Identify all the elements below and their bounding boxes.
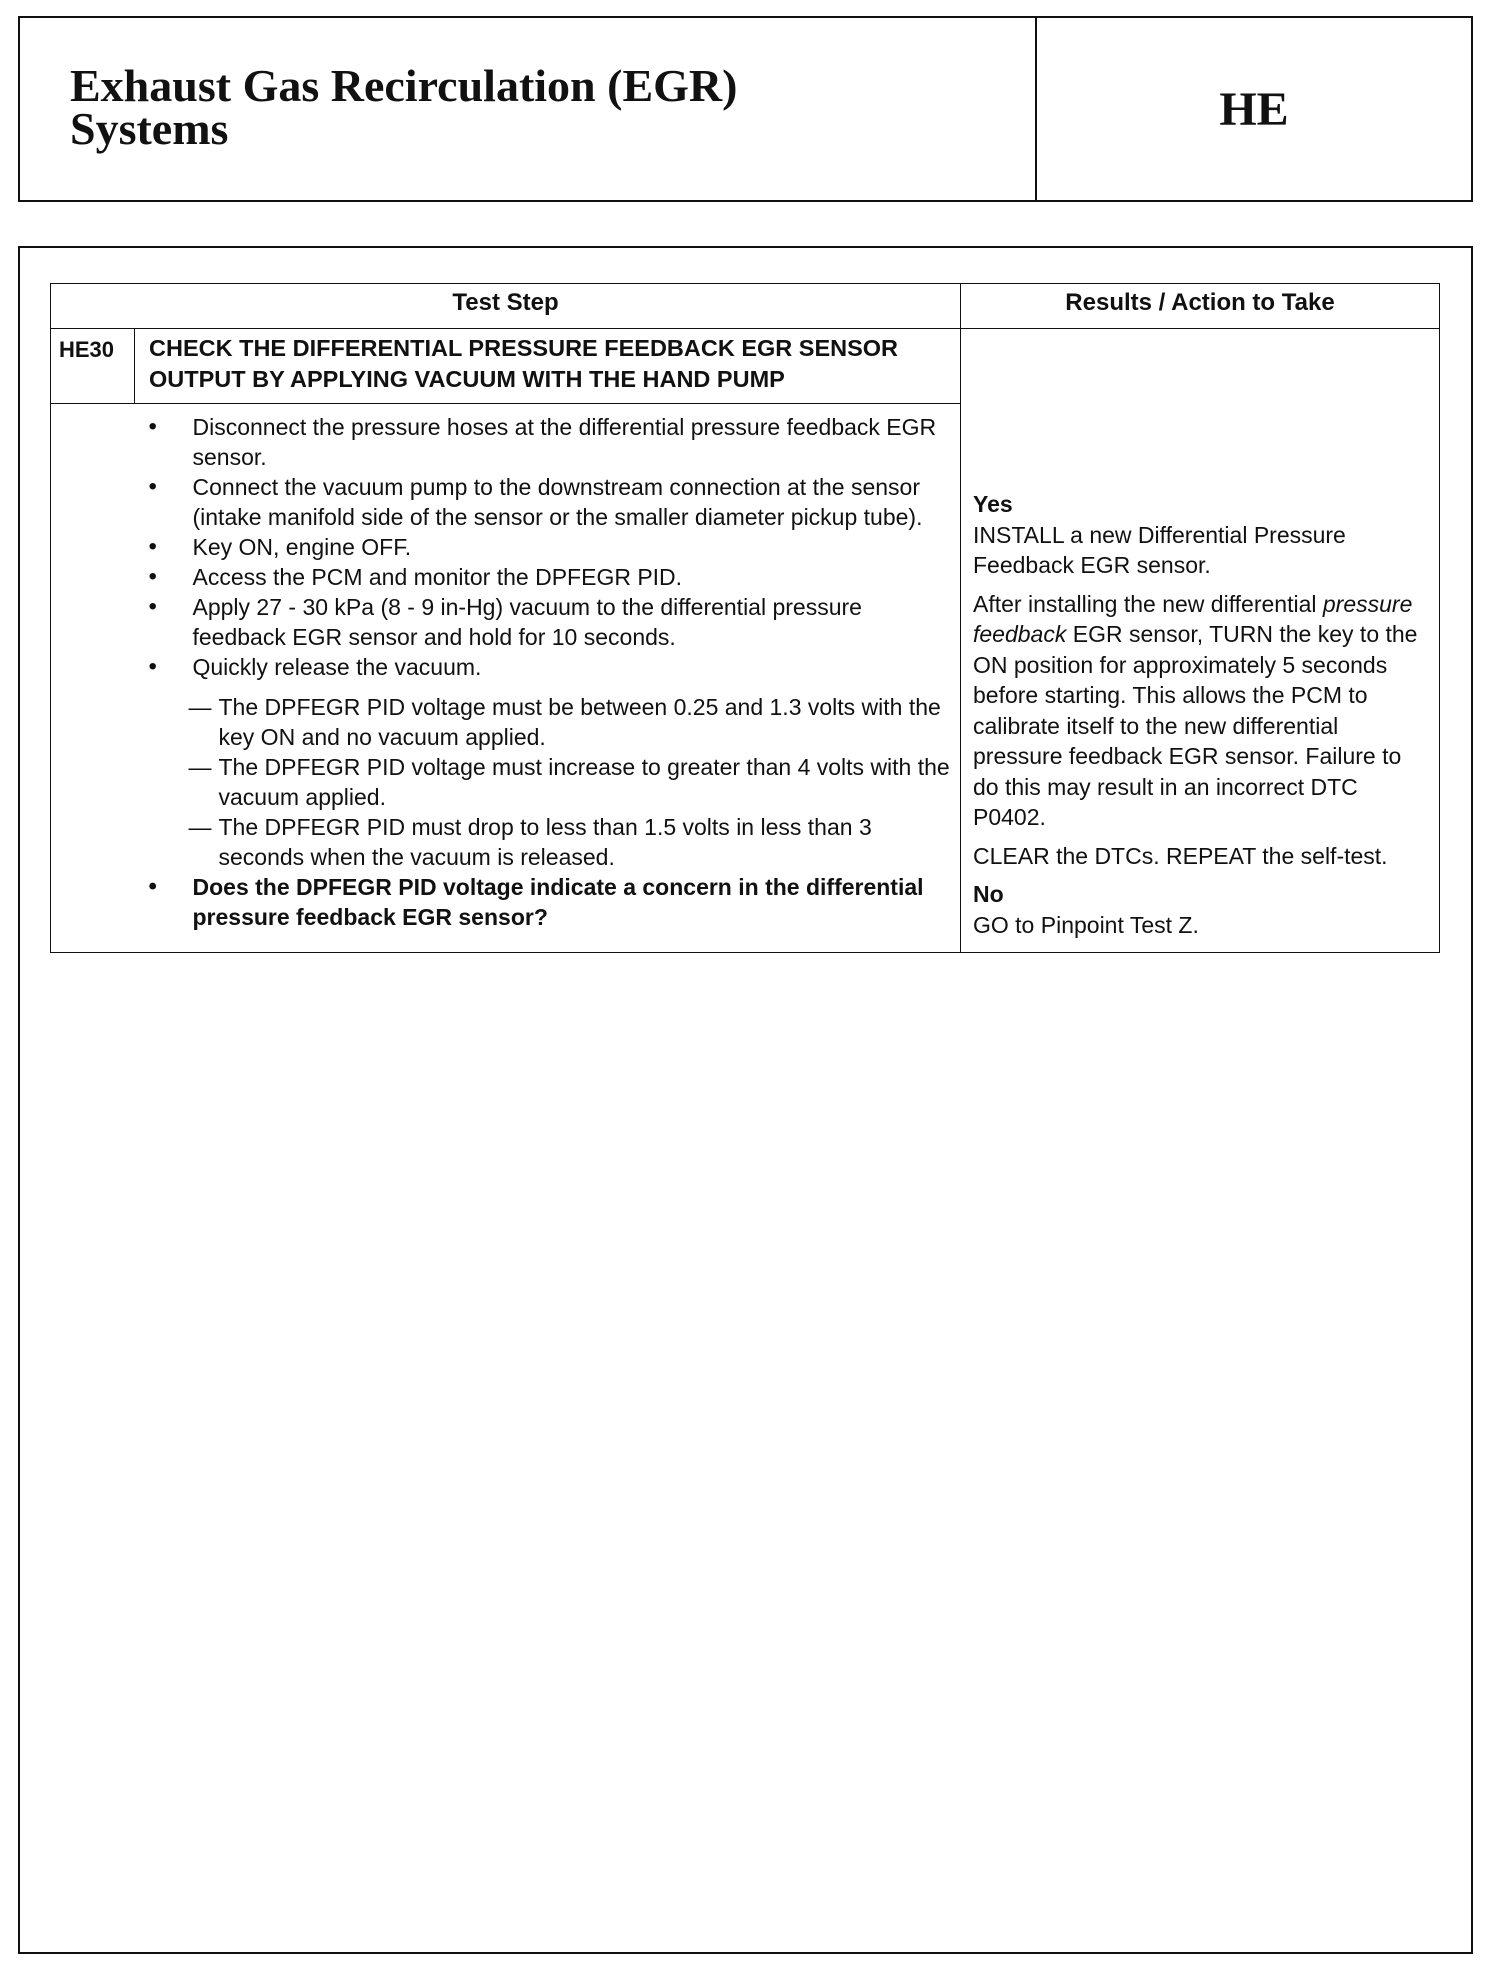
yes-clear: CLEAR the DTCs. REPEAT the self-test.: [973, 842, 1388, 869]
step-title: CHECK THE DIFFERENTIAL PRESSURE FEEDBACK EGR SENSOR OUTPUT BY APPLYING VACUUM WITH THE HAND PUMP: [135, 329, 961, 404]
step-question: • Does the DPFEGR PID voltage indicate a concern in the differential pressure feedback EGR sensor?: [135, 872, 951, 932]
page-title-line-2: Systems: [70, 103, 229, 154]
list-item: • Access the PCM and monitor the DPFEGR PID.: [135, 562, 951, 592]
step-body-spacer: [51, 403, 135, 952]
step-instructions: [135, 412, 951, 682]
page-header: [18, 16, 1473, 202]
list-item: • Key ON, engine OFF.: [135, 532, 951, 562]
list-item: — The DPFEGR PID voltage must be between 0.25 and 1.3 volts with the key ON and no vacuum applied.: [135, 692, 951, 752]
list-item: — The DPFEGR PID must drop to less than 1.5 volts in less than 3 seconds when the vacuum is released.: [135, 812, 951, 872]
step-body: [135, 403, 961, 952]
no-action: GO to Pinpoint Test Z.: [973, 911, 1199, 938]
yes-action: INSTALL a new Differential Pressure Feedback EGR sensor.: [973, 521, 1346, 578]
column-header-results: Results / Action to Take: [961, 284, 1440, 329]
page-title-line-1: Exhaust Gas Recirculation (EGR): [70, 60, 738, 111]
results-cell: [961, 329, 1440, 953]
yes-label: Yes: [973, 491, 1013, 517]
column-header-test-step: Test Step: [51, 284, 961, 329]
list-item: • Disconnect the pressure hoses at the differential pressure feedback EGR sensor.: [135, 412, 951, 472]
list-item: • Connect the vacuum pump to the downstream connection at the sensor (intake manifold side of the sensor or the smaller diameter pickup tube).: [135, 472, 951, 532]
page-title: [20, 18, 1037, 200]
step-id: HE30: [51, 329, 135, 404]
step-sub-conditions: [135, 692, 951, 872]
list-item: — The DPFEGR PID voltage must increase to greater than 4 volts with the vacuum applied.: [135, 752, 951, 812]
step-question-list: [135, 872, 951, 932]
list-item: • Quickly release the vacuum.: [135, 652, 951, 682]
no-label: No: [973, 881, 1004, 907]
test-step-table: [50, 283, 1440, 953]
table-header-row: [51, 284, 1440, 329]
yes-note-part-1: After installing the new differential: [973, 590, 1317, 617]
section-code: HE: [1219, 82, 1289, 136]
yes-note-part-2: EGR sensor, TURN the key to the ON position for approximately 5 seconds before starting. This allows the PCM to calibrate itself to the new differential pressure feedback EGR sensor. Failure to do this may result in an incorrect DTC P0402.: [973, 621, 1418, 830]
table-row-step-title: [51, 329, 1440, 404]
yes-note-italic: pressure feedback: [973, 590, 1413, 647]
yes-note: [973, 589, 1431, 833]
list-item: • Apply 27 - 30 kPa (8 - 9 in-Hg) vacuum to the differential pressure feedback EGR sensor and hold for 10 seconds.: [135, 592, 951, 652]
